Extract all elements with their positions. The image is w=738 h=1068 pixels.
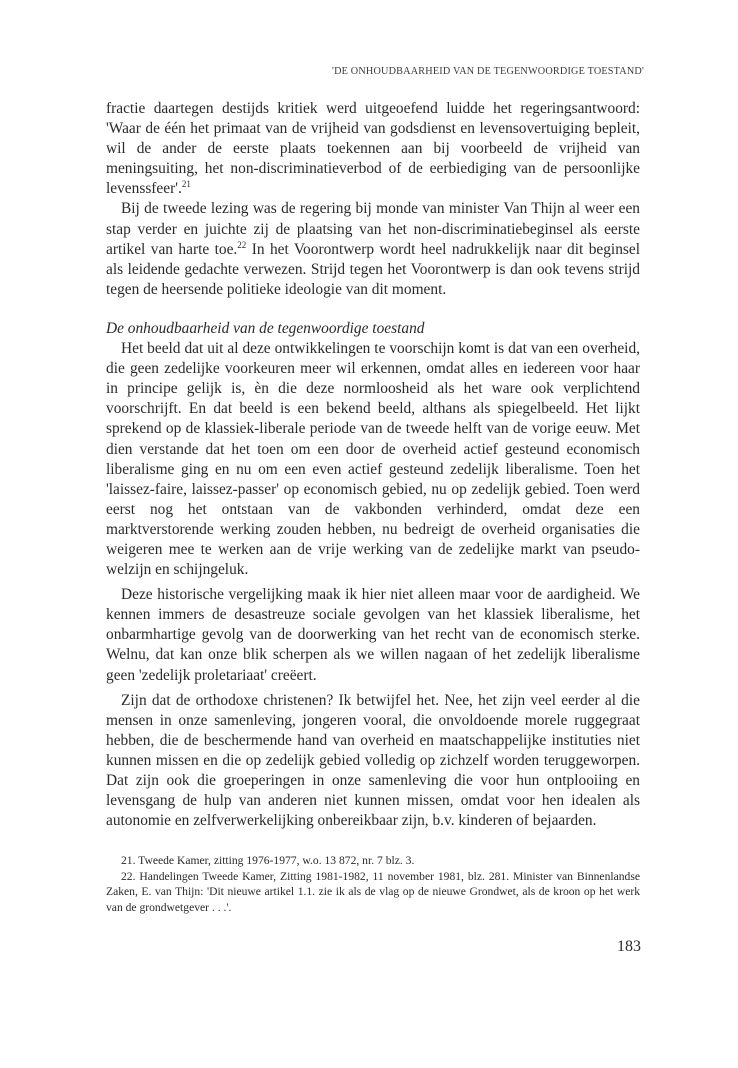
body-text xyxy=(106,99,640,831)
footnote-ref-21[interactable]: 21 xyxy=(181,179,191,190)
footnote-22: 22. Handelingen Tweede Kamer, Zitting 1981-1982, 11 november 1981, blz. 281. Minister van Binnenlandse Zaken, E. van Thijn: 'Dit nieuwe artikel 1.1. zie ik als de vlag op de nieuwe Grondwet, als de kroon op het werk van de grondwetgever . . .'. xyxy=(106,869,640,914)
paragraph-1 xyxy=(106,99,640,199)
page-number: 183 xyxy=(617,938,641,955)
footnote-21: 21. Tweede Kamer, zitting 1976-1977, w.o. 13 872, nr. 7 blz. 3. xyxy=(121,854,415,867)
footnotes xyxy=(106,853,640,915)
section-heading: De onhoudbaarheid van de tegenwoordige toestand xyxy=(106,319,425,337)
paragraph-5: Zijn dat de orthodoxe christenen? Ik betwijfel het. Nee, het zijn veel eerder al die mensen in onze samenleving, jongeren vooral, die onvoldoende morele ruggegraat hebben, die de beschermende hand van overheid en maatschappelijke instituties niet kunnen missen en die op zedelijk gebied volledig op zichzelf worden teruggeworpen. Dat zijn ook die groeperingen in onze samenleving die voor hun ontplooiing en levensgang de hulp van anderen niet kunnen missen, omdat voor hen idealen als autonomie en zelfverwerkelijking onbereikbaar zijn, b.v. kinderen of bejaarden. xyxy=(106,691,640,830)
paragraph-2 xyxy=(106,199,640,299)
footnote-ref-22[interactable]: 22 xyxy=(237,239,247,250)
paragraph-4: Deze historische vergelijking maak ik hier niet alleen maar voor de aardigheid. We kennen immers de desastreuze sociale gevolgen van het klassiek liberalisme, het onbarmhartige gevolg van de doorwerking van het recht van de economisch sterke. Welnu, dat kan onze blik scherpen als we willen nagaan of het zedelijk liberalisme geen 'zedelijk proletariaat' creëert. xyxy=(106,586,640,684)
running-header: 'DE ONHOUDBAARHEID VAN DE TEGENWOORDIGE TOESTAND' xyxy=(332,66,644,77)
paragraph-2-text-b: In het Voorontwerp wordt heel nadrukkelijk naar dit beginsel als leidende gedachte verwezen. Strijd tegen het Voorontwerp is dan ook tevens strijd tegen de heersende politieke ideologie van dit moment. xyxy=(106,240,640,298)
paragraph-1-text: fractie daartegen destijds kritiek werd uitgeoefend luidde het regeringsantwoord: 'Waar de één het primaat van de vrijheid van godsdienst en levensovertuiging bepleit, wil de ander de eerste plaats toekennen aan bij voorbeeld de vrijheid van meningsuiting, het non-discriminatieverbod of de eerbiediging van de persoonlijke levenssfeer'. xyxy=(106,100,640,198)
paragraph-2-text-a: Bij de tweede lezing was de regering bij monde van minister Van Thijn al weer een stap verder en juichte zij de plaatsing van het non-discriminatiebeginsel als eerste artikel van harte toe. xyxy=(106,200,640,258)
paragraph-3: Het beeld dat uit al deze ontwikkelingen te voorschijn komt is dat van een overheid, die geen zedelijke voorkeuren meer wil erkennen, omdat alles en iedereen voor haar in principe gelijk is, èn die deze normloosheid als het ware ook verplichtend voorschrijft. En dat beeld is een bekend beeld, althans als spiegelbeeld. Het lijkt sprekend op de klassiek-liberale periode van de tweede helft van de vorige eeuw. Met dien verstande dat het toen om een door de overheid actief gesteund economisch liberalisme ging en nu om een even actief gesteund zedelijk liberalisme. Toen het 'laissez-faire, laissez-passer' op economisch gebied, nu op zedelijk gebied. Toen werd eerst nog het ontstaan van de vakbonden verhinderd, omdat deze een marktverstorende werking zouden hebben, nu bedreigt de overheid organisaties die weigeren mee te werken aan de vrije werking van de zedelijke markt van pseudo-welzijn en schijngeluk. xyxy=(106,340,640,579)
